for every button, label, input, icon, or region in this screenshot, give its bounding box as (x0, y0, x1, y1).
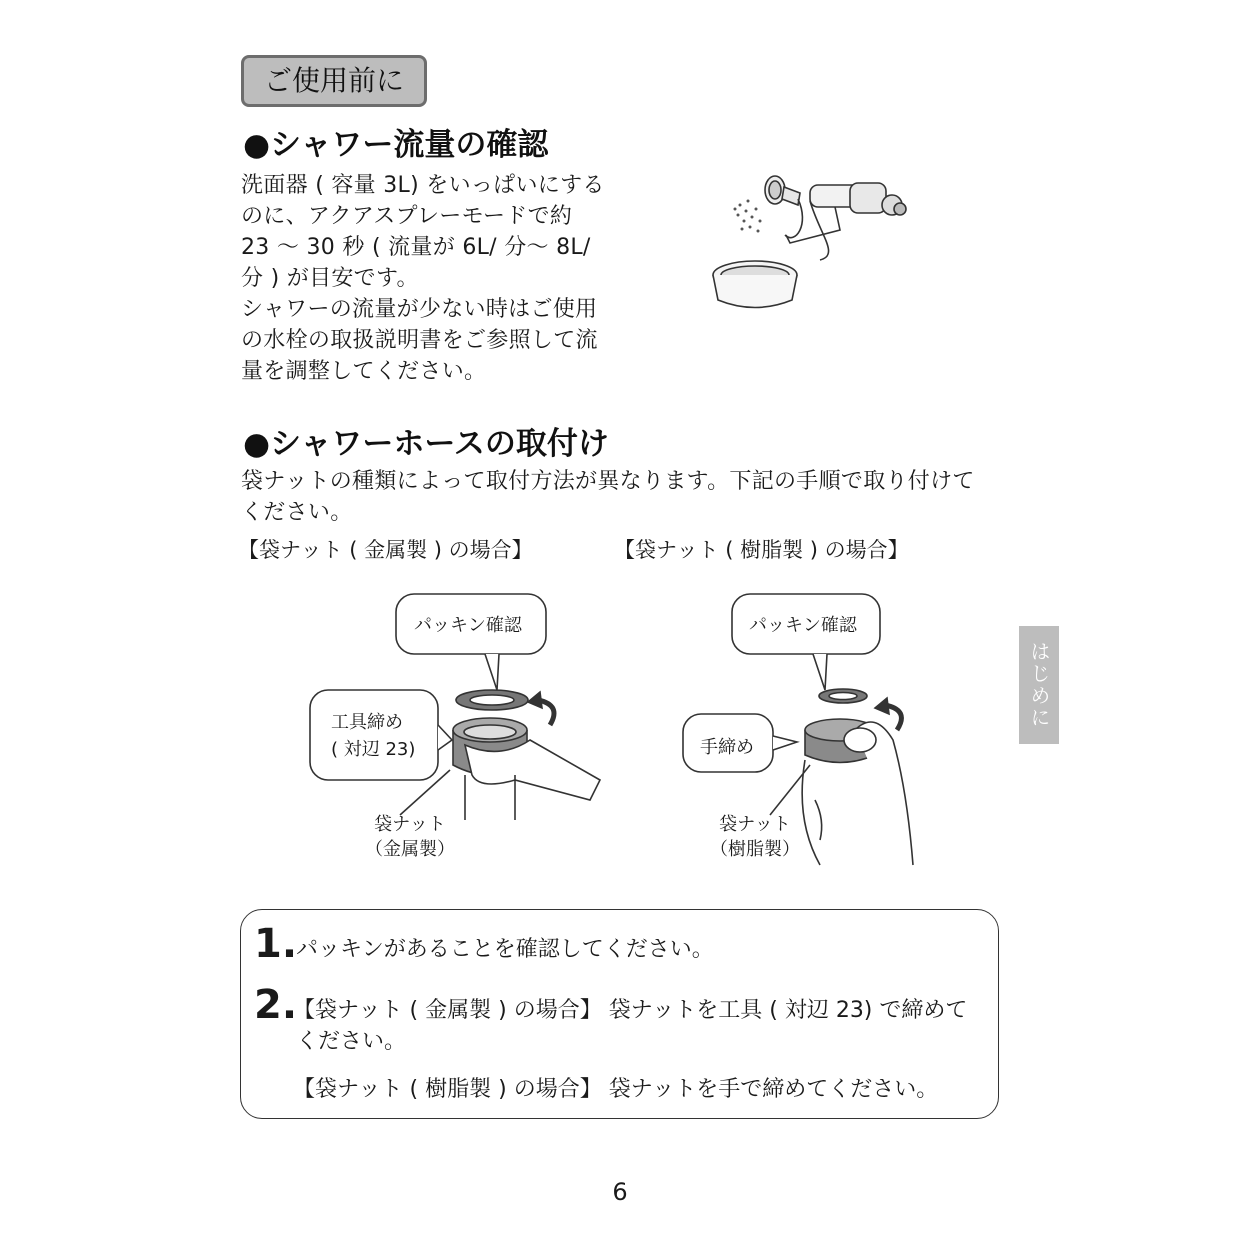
flow-line: シャワーの流量が少ない時はご使用 (241, 297, 598, 322)
flow-check-text (241, 170, 605, 387)
step-2-text-l1: 【袋ナット ( 金属製 ) の場合】 袋ナットを工具 ( 対辺 23) で締めて (293, 998, 968, 1023)
spray-icon (734, 200, 762, 233)
flow-line: 23 ～ 30 秒 ( 流量が 6L/ 分～ 8L/ (241, 235, 591, 260)
resin-nut-label-l2: （樹脂製） (710, 839, 800, 860)
hose-intro (241, 466, 975, 528)
metal-nut-label (360, 812, 460, 862)
flow-line: 洗面器 ( 容量 3L) をいっぱいにする (241, 173, 605, 198)
hose-intro-line: ください。 (241, 500, 353, 525)
hose-heading: ●シャワーホースの取付け (243, 426, 609, 462)
resin-nut-label (700, 812, 810, 862)
metal-packing-check: パッキン確認 (414, 615, 522, 636)
flow-check-heading: ●シャワー流量の確認 (243, 127, 549, 163)
metal-case-label: 【袋ナット ( 金属製 ) の場合】 (238, 538, 533, 562)
shower-basin-illustration (700, 165, 930, 325)
side-tab: はじめに (1019, 626, 1059, 744)
metal-tool-size: ( 対辺 23) (331, 739, 416, 760)
step-2-number: 2. (254, 982, 298, 1028)
page-number: 6 (612, 1178, 628, 1206)
hose-intro-line: 袋ナットの種類によって取付方法が異なります。下記の手順で取り付けて (241, 469, 975, 494)
flow-line: 量を調整してください。 (241, 359, 487, 384)
flow-line: の水栓の取扱説明書をご参照して流 (241, 328, 598, 353)
resin-case-label: 【袋ナット ( 樹脂製 ) の場合】 (614, 538, 909, 562)
step-2-text-l2: ください。 (296, 1029, 407, 1054)
step-1-number: 1. (254, 921, 298, 967)
flow-line: のに、アクアスプレーモードで約 (241, 204, 573, 229)
flow-line: 分 ) が目安です。 (241, 266, 419, 291)
resin-packing-check: パッキン確認 (749, 615, 857, 636)
metal-nut-label-l2: （金属製） (365, 839, 455, 860)
metal-nut-label-l1: 袋ナット (374, 814, 446, 835)
resin-hand-tighten: 手締め (700, 737, 754, 758)
resin-nut-label-l1: 袋ナット (719, 814, 791, 835)
step-1-text: パッキンがあることを確認してください。 (296, 937, 714, 962)
metal-tool-tighten: 工具締め (331, 712, 403, 733)
section-tag: ご使用前に (241, 55, 427, 107)
step-2-resin-text: 【袋ナット ( 樹脂製 ) の場合】 袋ナットを手で締めてください。 (293, 1077, 939, 1102)
